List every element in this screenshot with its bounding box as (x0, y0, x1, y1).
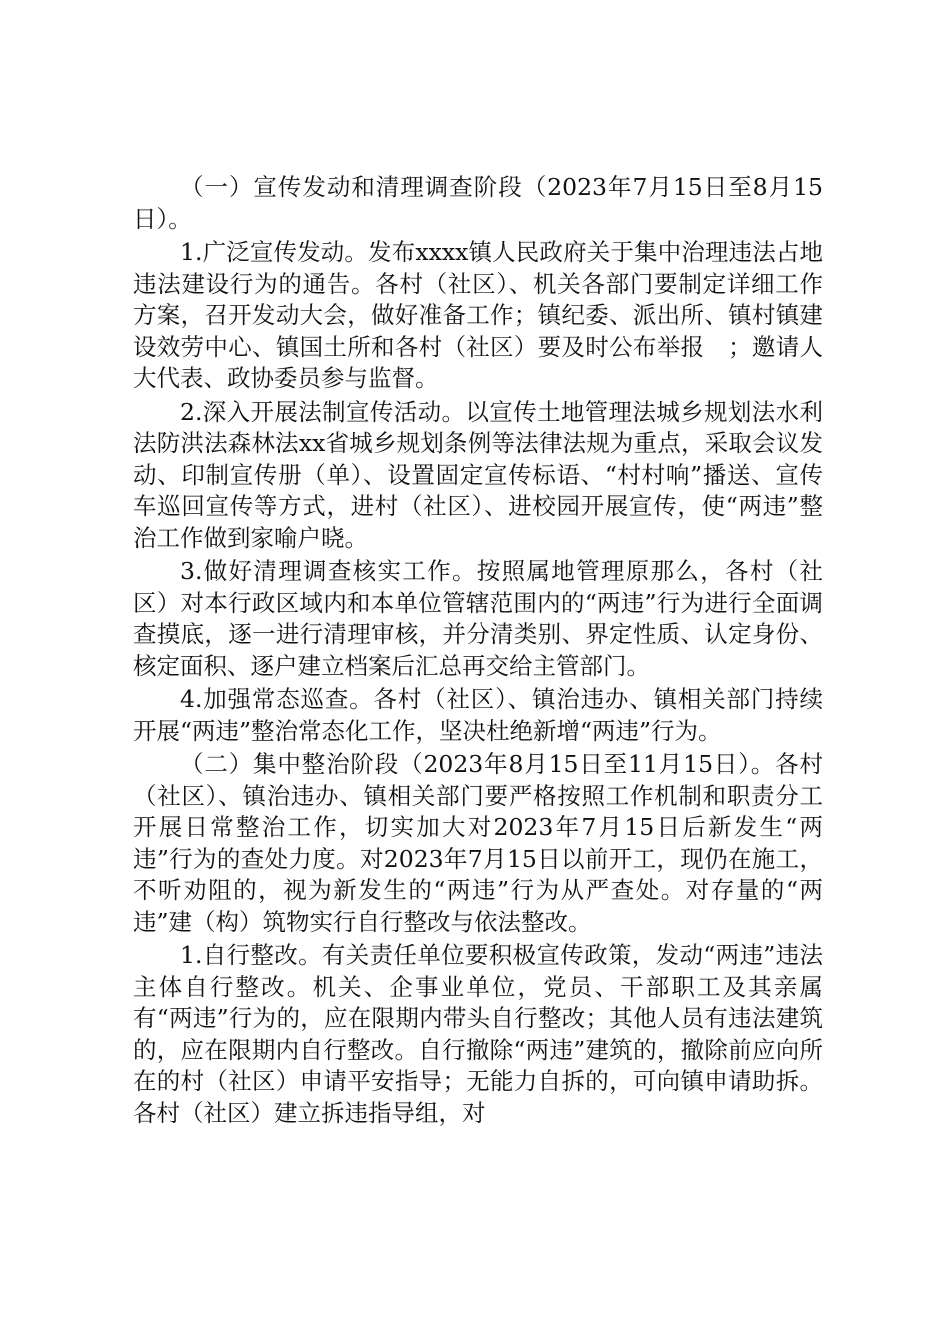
section-heading-1: （一）宣传发动和清理调查阶段（2023年7月15日至8月15日）。 (133, 173, 823, 233)
paragraph-investigation: 3.做好清理调查核实工作。按照属地管理原那么，各村（社区）对本行政区域内和本单位管辖范围内的“两违”行为进行全面调查摸底，逐一进行清理审核，并分清类别、界定性质、认定身份、核定面积、逐户建立档案后汇总再交给主管部门。 (133, 557, 823, 680)
paragraph-patrol: 4.加强常态巡查。各村（社区）、镇治违办、镇相关部门持续开展“两违”整治常态化工作，坚决杜绝新增“两违”行为。 (133, 685, 823, 745)
document-body (133, 172, 823, 1129)
paragraph-legal-education: 2.深入开展法制宣传活动。以宣传土地管理法城乡规划法水利法防洪法森林法xx省城乡规划条例等法律法规为重点，采取会议发动、印制宣传册（单）、设置固定宣传标语、“村村响”播送、宣传车巡回宣传等方式，进村（社区）、进校园开展宣传，使“两违”整治工作做到家喻户晓。 (133, 397, 823, 552)
paragraph-self-rectification: 1.自行整改。有关责任单位要积极宣传政策，发动“两违”违法主体自行整改。机关、企事业单位，党员、干部职工及其亲属有“两违”行为的，应在限期内带头自行整改；其他人员有违法建筑的，应在限期内自行整改。自行撤除“两违”建筑的，撤除前应向所在的村（社区）申请平安指导；无能力自拆的，可向镇申请助拆。各村（社区）建立拆违指导组，对 (133, 941, 823, 1127)
paragraph-publicity: 1.广泛宣传发动。发布xxxx镇人民政府关于集中治理违法占地违法建设行为的通告。各村（社区）、机关各部门要制定详细工作方案，召开发动大会，做好准备工作；镇纪委、派出所、镇村镇建设效劳中心、镇国土所和各村（社区）要及时公布举报 ；邀请人大代表、政协委员参与监督。 (133, 238, 823, 392)
section-heading-2: （二）集中整治阶段（2023年8月15日至11月15日）。各村（社区）、镇治违办、镇相关部门要严格按照工作机制和职责分工开展日常整治工作，切实加大对2023年7月15日后新发生“两违”行为的查处力度。对2023年7月15日以前开工，现仍在施工，不听劝阻的，视为新发生的“两违”行为从严查处。对存量的“两违”建（构）筑物实行自行整改与依法整改。 (133, 750, 823, 936)
